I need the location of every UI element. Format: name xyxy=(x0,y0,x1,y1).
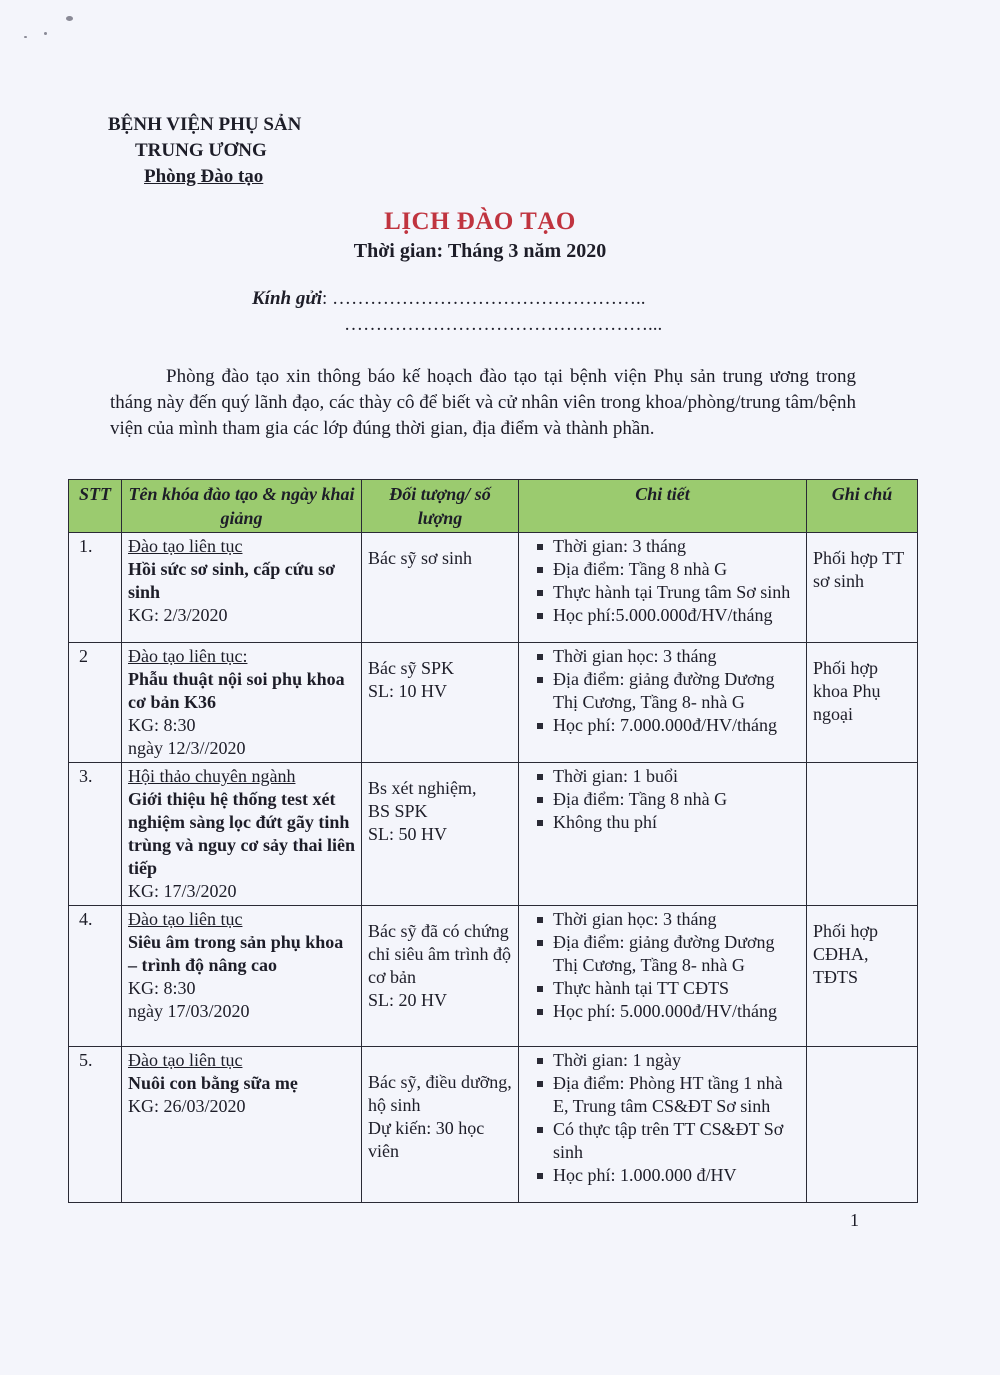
course-start-date: KG: 8:30 xyxy=(128,978,196,998)
cell-note xyxy=(807,1047,918,1203)
course-start-date: KG: 17/3/2020 xyxy=(128,881,237,901)
cell-details xyxy=(519,1047,807,1203)
table-row xyxy=(69,643,918,763)
course-start-date: ngày 17/03/2020 xyxy=(128,1001,250,1021)
detail-item: Thời gian: 1 ngày xyxy=(529,1049,800,1072)
course-start-date: ngày 12/3//2020 xyxy=(128,738,246,758)
page-number: 1 xyxy=(850,1210,859,1230)
detail-item: Địa điểm: Tầng 8 nhà G xyxy=(529,788,800,811)
training-schedule-table xyxy=(68,479,918,1203)
table-row xyxy=(69,906,918,1047)
cell-stt: 2 xyxy=(69,643,122,763)
header-stt: STT xyxy=(69,480,122,533)
target-line: Bác sỹ SPK xyxy=(368,658,455,678)
scan-speck xyxy=(44,32,47,35)
header-details: Chi tiết xyxy=(519,480,807,533)
cell-note xyxy=(807,763,918,906)
cell-details xyxy=(519,906,807,1047)
recipient-line xyxy=(252,288,646,310)
cell-target xyxy=(362,1047,519,1203)
target-line: SL: 50 HV xyxy=(368,824,448,844)
detail-item: Không thu phí xyxy=(529,811,800,834)
target-line: Bác sỹ đã có chứng chỉ siêu âm trình độ cơ bản xyxy=(368,921,511,987)
cell-stt: 5. xyxy=(69,1047,122,1203)
cell-details xyxy=(519,643,807,763)
org-name-line2: TRUNG ƯƠNG xyxy=(135,140,267,161)
cell-note: Phối hợp khoa Phụ ngoại xyxy=(807,643,918,763)
detail-item: Thời gian học: 3 tháng xyxy=(529,645,800,668)
details-list xyxy=(525,535,800,627)
cell-course xyxy=(122,643,362,763)
recipient-dots-2: …………………………………………... xyxy=(344,314,663,335)
header-target: Đối tượng/ số lượng xyxy=(362,480,519,533)
cell-note: Phối hợp CĐHA, TĐTS xyxy=(807,906,918,1047)
course-start-date: KG: 8:30 xyxy=(128,715,196,735)
detail-item: Địa điểm: giảng đường Dương Thị Cương, Tầng 8- nhà G xyxy=(529,931,800,977)
department-name: Phòng Đào tạo xyxy=(144,166,264,187)
target-line: SL: 20 HV xyxy=(368,990,448,1010)
detail-item: Học phí: 7.000.000đ/HV/tháng xyxy=(529,714,800,737)
detail-item: Địa điểm: giảng đường Dương Thị Cương, Tầng 8- nhà G xyxy=(529,668,800,714)
detail-item: Địa điểm: Tầng 8 nhà G xyxy=(529,558,800,581)
table-header-row xyxy=(69,480,918,533)
cell-course xyxy=(122,763,362,906)
cell-stt: 1. xyxy=(69,533,122,643)
target-line: SL: 10 HV xyxy=(368,681,448,701)
target-line: Bs xét nghiệm, xyxy=(368,778,477,798)
target-line: Bác sỹ sơ sinh xyxy=(368,548,473,568)
detail-item: Thời gian: 1 buổi xyxy=(529,765,800,788)
cell-course xyxy=(122,1047,362,1203)
course-type: Đào tạo liên tục xyxy=(128,1050,243,1070)
course-start-date: KG: 26/03/2020 xyxy=(128,1096,246,1116)
detail-item: Học phí: 5.000.000đ/HV/tháng xyxy=(529,1000,800,1023)
cell-stt: 3. xyxy=(69,763,122,906)
table-row xyxy=(69,763,918,906)
detail-item: Địa điểm: Phòng HT tầng 1 nhà E, Trung tâm CS&ĐT Sơ sinh xyxy=(529,1072,800,1118)
cell-course xyxy=(122,906,362,1047)
document-subtitle: Thời gian: Tháng 3 năm 2020 xyxy=(353,240,607,262)
course-type: Đào tạo liên tục xyxy=(128,536,243,556)
detail-item: Thực hành tại TT CĐTS xyxy=(529,977,800,1000)
detail-item: Thực hành tại Trung tâm Sơ sinh xyxy=(529,581,800,604)
detail-item: Thời gian: 3 tháng xyxy=(529,535,800,558)
course-name: Giới thiệu hệ thống test xét nghiệm sàng lọc đứt gãy tinh trùng và nguy cơ sảy thai liên tiếp xyxy=(128,789,355,878)
course-type: Hội thảo chuyên ngành xyxy=(128,766,296,786)
document-title: LỊCH ĐÀO TẠO xyxy=(384,208,576,235)
detail-item: Thời gian học: 3 tháng xyxy=(529,908,800,931)
course-name: Hồi sức sơ sinh, cấp cứu sơ sinh xyxy=(128,559,336,602)
target-line: Bác sỹ, điều dưỡng, hộ sinh xyxy=(368,1072,512,1115)
course-name: Nuôi con bằng sữa mẹ xyxy=(128,1073,298,1093)
detail-item: Học phí: 1.000.000 đ/HV xyxy=(529,1164,800,1187)
course-name: Siêu âm trong sản phụ khoa – trình độ nâng cao xyxy=(128,932,344,975)
table-row xyxy=(69,1047,918,1203)
course-type: Đào tạo liên tục: xyxy=(128,646,248,666)
intro-paragraph: Phòng đào tạo xin thông báo kế hoạch đào tạo tại bệnh viện Phụ sản trung ương trong tháng này đến quý lãnh đạo, các thày cô để biết và cử nhân viên trong khoa/phòng/trung tâm/bệnh viện của mình tham gia các lớp đúng thời gian, địa điểm và thành phần. xyxy=(110,366,856,439)
organization-header xyxy=(108,112,301,190)
course-type: Đào tạo liên tục xyxy=(128,909,243,929)
cell-details xyxy=(519,763,807,906)
cell-target xyxy=(362,533,519,643)
details-list xyxy=(525,765,800,834)
table-row xyxy=(69,533,918,643)
detail-item: Học phí:5.000.000đ/HV/tháng xyxy=(529,604,800,627)
header-course: Tên khóa đào tạo & ngày khai giảng xyxy=(122,480,362,533)
target-line: Dự kiến: 30 học viên xyxy=(368,1118,485,1161)
detail-item: Có thực tập trên TT CS&ĐT Sơ sinh xyxy=(529,1118,800,1164)
cell-stt: 4. xyxy=(69,906,122,1047)
cell-details xyxy=(519,533,807,643)
header-note: Ghi chú xyxy=(807,480,918,533)
target-line: BS SPK xyxy=(368,801,428,821)
details-list xyxy=(525,1049,800,1187)
cell-target xyxy=(362,643,519,763)
cell-note: Phối hợp TT sơ sinh xyxy=(807,533,918,643)
recipient-label: Kính gửi xyxy=(252,288,322,309)
org-name-line1: BỆNH VIỆN PHỤ SẢN xyxy=(108,114,302,135)
cell-course xyxy=(122,533,362,643)
cell-target xyxy=(362,906,519,1047)
scan-speck xyxy=(66,16,73,21)
details-list xyxy=(525,645,800,737)
cell-target xyxy=(362,763,519,906)
details-list xyxy=(525,908,800,1023)
course-start-date: KG: 2/3/2020 xyxy=(128,605,228,625)
recipient-dots-1: : ………………………………………….. xyxy=(322,288,646,309)
scan-speck xyxy=(24,36,27,38)
course-name: Phẫu thuật nội soi phụ khoa cơ bản K36 xyxy=(128,669,345,712)
